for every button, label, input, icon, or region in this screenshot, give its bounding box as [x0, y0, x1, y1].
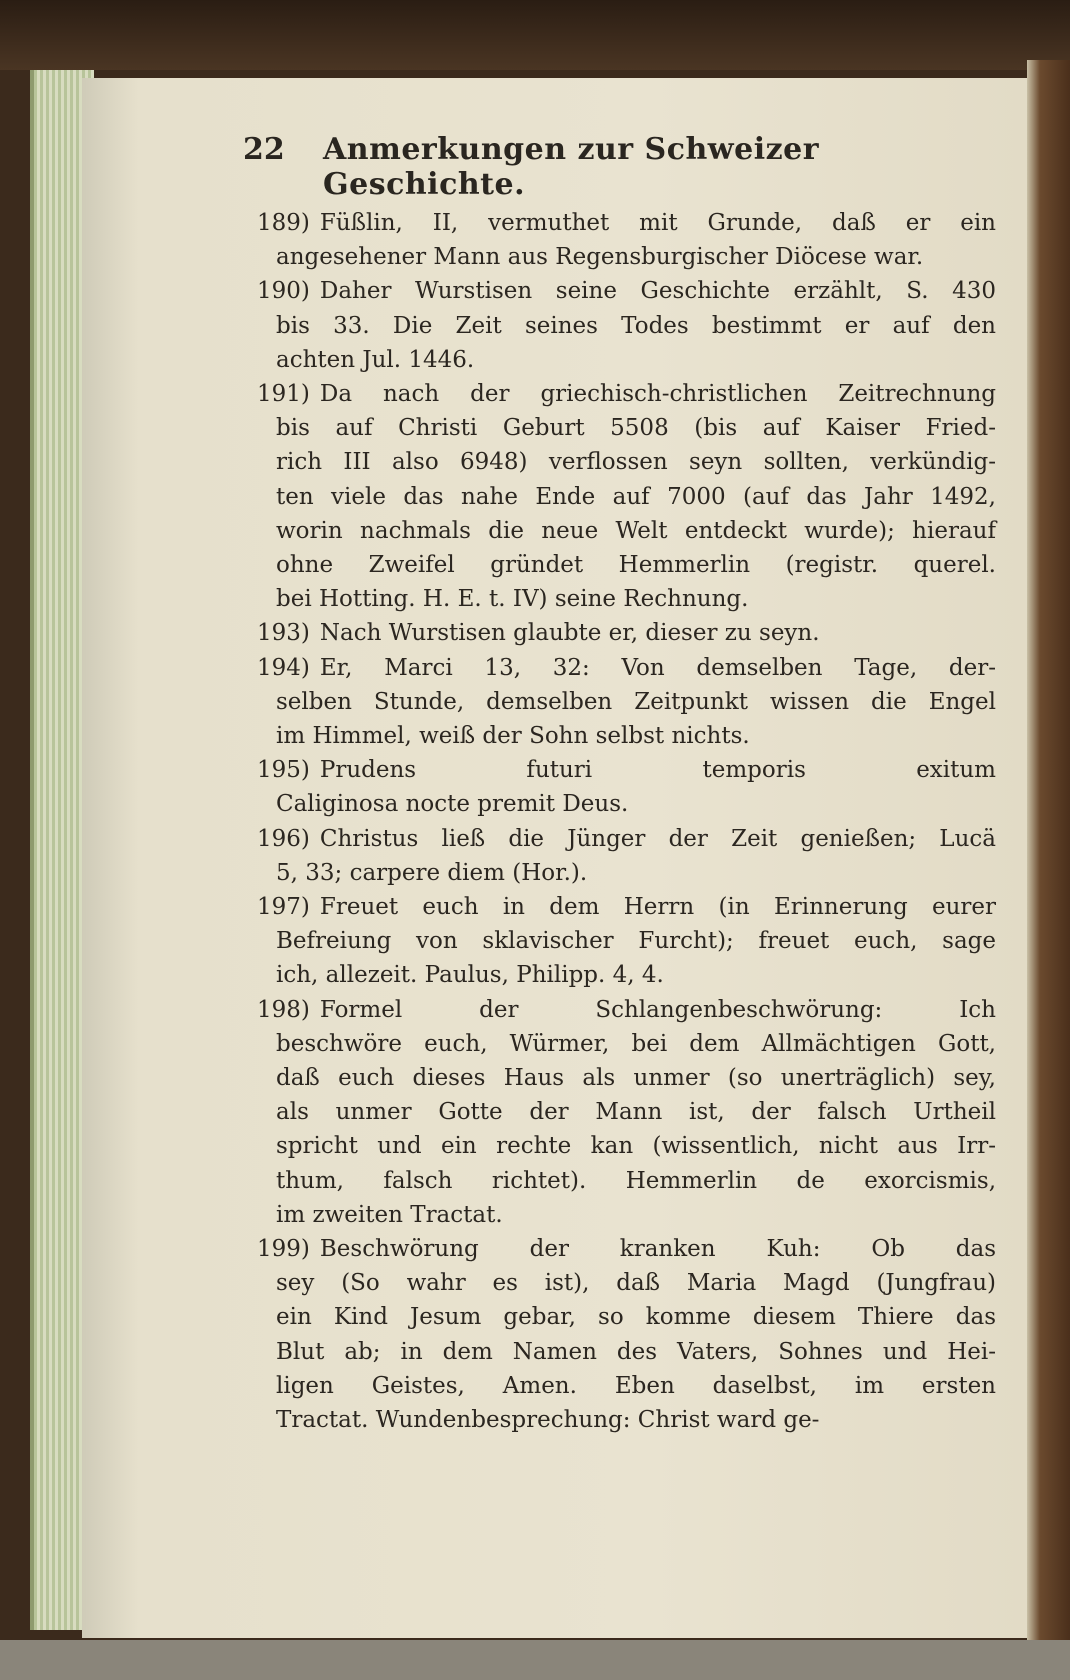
footnote-text: Daher Wurstisen seine Geschichte erzählt, S. 430 [319, 278, 996, 305]
book-top-shadow [0, 0, 1070, 70]
book-binding-edge [1027, 60, 1070, 1680]
footnote-text: beschwöre euch, Würmer, bei dem Allmächtigen Gott, [276, 1030, 996, 1057]
footnote-line [276, 447, 996, 477]
footnote-text: Formel der Schlangenbeschwörung: Ich [319, 996, 996, 1023]
footnote-text: sey (So wahr es ist), daß Maria Magd (Jungfrau) [276, 1270, 996, 1297]
footnote-text: Christus ließ die Jünger der Zeit genießen; Lucä [319, 825, 996, 852]
footnote-text: ten viele das nahe Ende auf 7000 (auf das Jahr 1492, [276, 483, 996, 510]
footnote-text: Befreiung von sklavischer Furcht); freuet euch, sage [276, 928, 996, 955]
footnote-line [276, 960, 996, 990]
footnote-line [276, 1097, 996, 1127]
footnote-text: rich III also 6948) verflossen seyn sollten, verkündig- [276, 449, 996, 476]
footnote-text: Da nach der griechisch-christlichen Zeitrechnung [319, 381, 996, 407]
footnote-first-line [257, 824, 996, 854]
footnote-line [276, 482, 996, 512]
footnote-line [276, 687, 996, 717]
footnote-first-line [257, 995, 996, 1025]
footnote-text: ligen Geistes, Amen. Eben daselbst, im ersten [276, 1372, 996, 1399]
footnote-text: worin nachmals die neue Welt entdeckt wurde); hierauf [276, 517, 996, 544]
footnote-number: 191) [257, 381, 310, 407]
footnote-text: bis auf Christi Geburt 5508 (bis auf Kaiser Fried- [276, 415, 996, 442]
footnote-first-line [257, 1234, 996, 1264]
footnote-line [276, 721, 996, 751]
footnote-text: Beschwörung der kranken Kuh: Ob das [319, 1236, 996, 1262]
footnote-text: selben Stunde, demselben Zeitpunkt wissen die Engel [276, 688, 996, 715]
footnote-number: 199) [257, 1236, 310, 1262]
footnote-line [276, 1371, 996, 1401]
footnote-line [276, 550, 996, 580]
footnote-line [276, 242, 996, 272]
footnote-number: 197) [257, 894, 310, 920]
footnote-line [276, 345, 996, 375]
footnote-number: 194) [257, 654, 310, 681]
footnote-line [276, 858, 996, 888]
running-header [243, 132, 903, 202]
footnote-line [276, 1268, 996, 1298]
footnote-number: 189) [257, 210, 310, 236]
footnote-line [276, 1337, 996, 1367]
footnote-first-line [257, 892, 996, 922]
footnote-text: im zweiten Tractat. [276, 1201, 503, 1228]
footnote-text: Freuet euch in dem Herrn (in Erinnerung eurer [319, 894, 996, 920]
footnote-text: ich, allezeit. Paulus, Philipp. 4, 4. [276, 962, 664, 989]
footnote-line [276, 926, 996, 956]
footnote-text: spricht und ein rechte kan (wissentlich, nicht aus Irr- [276, 1133, 996, 1160]
footnote-text: ein Kind Jesum gebar, so komme diesem Thiere das [276, 1304, 996, 1331]
footnote-text: Füßlin, II, vermuthet mit Grunde, daß er ein [319, 210, 996, 236]
footnote-text: Blut ab; in dem Namen des Vaters, Sohnes und Hei- [276, 1338, 996, 1365]
footnote-line [276, 1029, 996, 1059]
footnote-text: daß euch dieses Haus als unmer (so unerträglich) sey, [276, 1065, 996, 1091]
footnote-line [276, 1405, 996, 1435]
footnote-line [276, 584, 996, 614]
footnote-line [276, 516, 996, 546]
footnote-first-line [257, 618, 996, 648]
footnote-text: Nach Wurstisen glaubte er, dieser zu seyn. [319, 620, 820, 647]
footnote-first-line [257, 379, 996, 409]
footnote-text: ohne Zweifel gründet Hemmerlin (registr. querel. [276, 552, 996, 578]
footnote-line [276, 1166, 996, 1196]
footnote-text: Er, Marci 13, 32: Von demselben Tage, der- [319, 654, 996, 681]
footnote-text: Tractat. Wundenbesprechung: Christ ward ge- [276, 1407, 820, 1433]
scan-background [0, 1640, 1070, 1680]
page-number: 22 [243, 132, 285, 167]
footnote-line [276, 1063, 996, 1093]
footnote-line [276, 1131, 996, 1161]
footnote-text: als unmer Gotte der Mann ist, der falsch Urtheil [276, 1099, 996, 1126]
footnote-line [276, 311, 996, 341]
footnote-line [276, 789, 996, 819]
footnote-first-line [257, 653, 996, 683]
footnote-text: angesehener Mann aus Regensburgischer Diöcese war. [276, 244, 924, 271]
footnote-number: 195) [257, 757, 310, 784]
footnote-text: Prudens futuri temporis exitum [319, 757, 996, 784]
footnote-text: Caliginosa nocte premit Deus. [276, 791, 629, 818]
footnote-line [276, 1200, 996, 1230]
footnote-text: thum, falsch richtet). Hemmerlin de exorcismis, [276, 1167, 996, 1194]
footnote-number: 193) [257, 620, 310, 647]
footnote-text: bis 33. Die Zeit seines Todes bestimmt er auf den [276, 312, 996, 339]
running-title: Anmerkungen zur Schweizer Geschichte. [323, 132, 820, 202]
footnote-number: 196) [257, 825, 310, 852]
footnote-number: 190) [257, 278, 310, 305]
footnote-first-line [257, 755, 996, 785]
footnote-text: bei Hotting. H. E. t. IV) seine Rechnung. [276, 586, 749, 613]
footnote-number: 198) [257, 996, 310, 1023]
footnote-text: achten Jul. 1446. [276, 346, 475, 373]
footnote-line [276, 413, 996, 443]
footnote-text: 5, 33; carpere diem (Hor.). [276, 859, 588, 886]
footnote-text: im Himmel, weiß der Sohn selbst nichts. [276, 723, 750, 749]
footnote-first-line [257, 276, 996, 306]
footnote-line [276, 1302, 996, 1332]
footnote-first-line [257, 208, 996, 238]
